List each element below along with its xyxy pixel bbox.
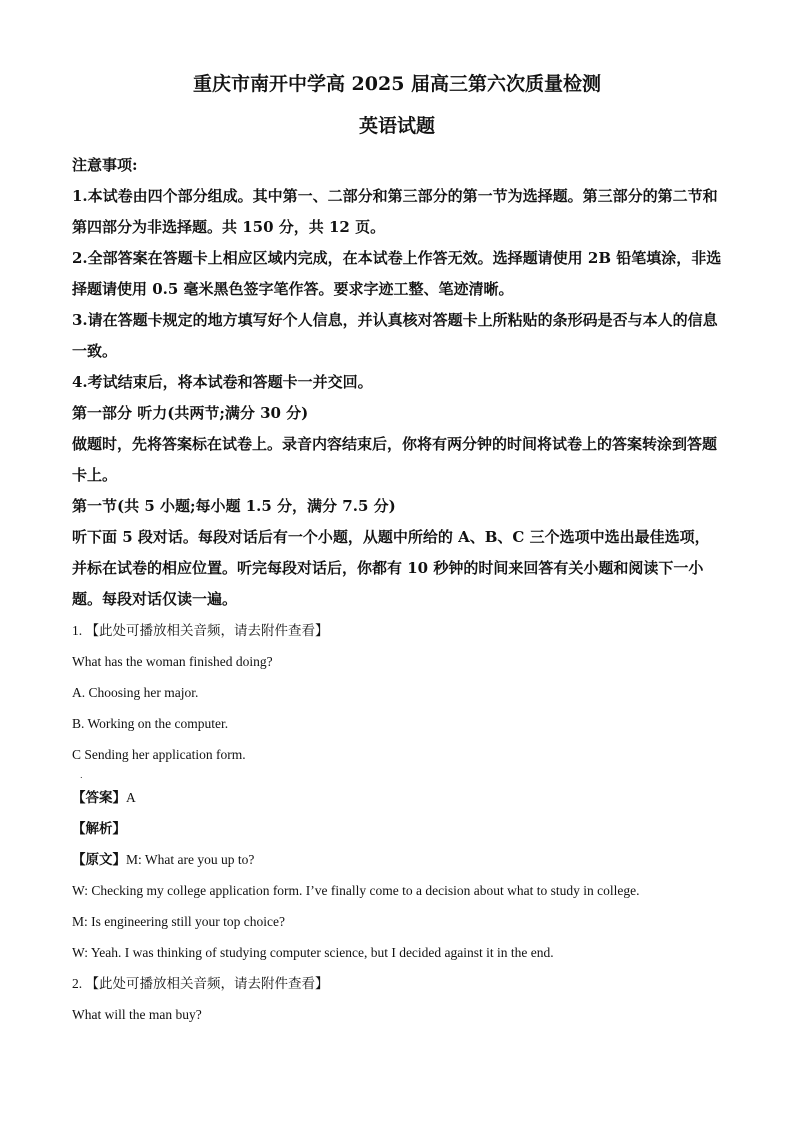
transcript-line-3: M: Is engineering still your top choice? xyxy=(72,914,285,929)
audio-note-q1[interactable]: 1. 【此处可播放相关音频，请去附件查看】 xyxy=(72,623,329,638)
question-1-option-c: C Sending her application form. xyxy=(72,747,246,762)
transcript-line-1 xyxy=(72,844,722,875)
exam-title: 重庆市南开中学高 2025 届高三第六次质量检测 xyxy=(192,73,602,95)
document-page xyxy=(72,70,722,1030)
notice-heading: 注意事项: xyxy=(72,156,138,174)
transcript-line-4: W: Yeah. I was thinking of studying computer science, but I decided against it in the end. xyxy=(72,945,554,960)
exam-subtitle: 英语试题 xyxy=(358,115,435,137)
question-2-text: What will the man buy? xyxy=(72,1007,202,1022)
notice-item-1: 1.本试卷由四个部分组成。其中第一、二部分和第三部分的第一节为选择题。第三部分的第二节和第四部分为非选择题。共 150 分，共 12 页。 xyxy=(72,187,718,236)
transcript-line-2: W: Checking my college application form. I’ve finally come to a decision about what to study in college. xyxy=(72,883,640,898)
audio-note-q2[interactable]: 2. 【此处可播放相关音频，请去附件查看】 xyxy=(72,976,329,991)
answer-label: 【答案】 xyxy=(72,790,126,805)
analysis-label: 【解析】 xyxy=(72,821,126,836)
transcript-text-1: M: What are you up to? xyxy=(126,852,255,867)
notice-item-3: 3.请在答题卡规定的地方填写好个人信息，并认真核对答题卡上所粘贴的条形码是否与本人的信息一致。 xyxy=(72,311,718,360)
part1-heading: 第一部分 听力(共两节;满分 30 分) xyxy=(72,404,309,422)
transcript-label: 【原文】 xyxy=(72,852,126,867)
section1-instruction: 听下面 5 段对话。每段对话后有一个小题，从题中所给的 A、B、C 三个选项中选出最佳选项，并标在试卷的相应位置。听完每段对话后，你都有 10 秒钟的时间来回答有关小题和阅读下一小题。每段对话仅读一遍。 xyxy=(72,528,710,608)
answer-value: A xyxy=(126,790,136,805)
answer-line xyxy=(72,782,722,813)
section1-heading: 第一节(共 5 小题;每小题 1.5 分，满分 7.5 分) xyxy=(72,497,396,515)
question-1-option-b: B. Working on the computer. xyxy=(72,716,229,731)
part1-instruction: 做题时，先将答案标在试卷上。录音内容结束后，你将有两分钟的时间将试卷上的答案转涂到答题卡上。 xyxy=(72,435,718,484)
question-1-option-a: A. Choosing her major. xyxy=(72,685,199,700)
notice-item-2: 2.全部答案在答题卡上相应区域内完成，在本试卷上作答无效。选择题请使用 2B 铅笔填涂，非选择题请使用 0.5 毫米黑色签字笔作答。要求字迹工整、笔迹清晰。 xyxy=(72,249,722,298)
notice-item-4: 4.考试结束后，将本试卷和答题卡一并交回。 xyxy=(72,373,373,391)
stray-dot: . xyxy=(80,771,83,780)
question-1-text: What has the woman finished doing? xyxy=(72,654,273,669)
